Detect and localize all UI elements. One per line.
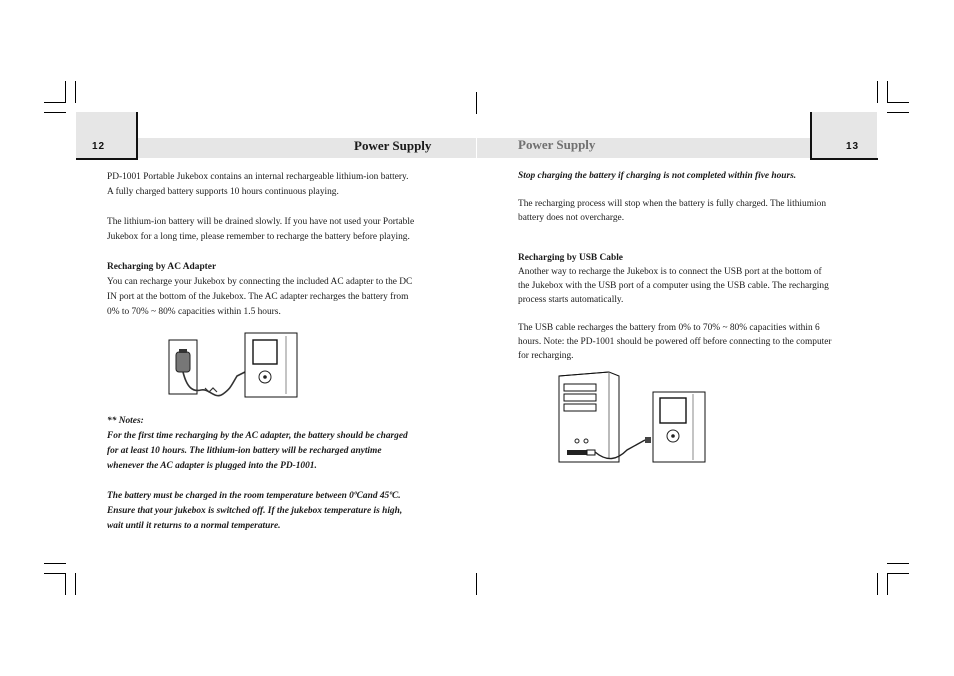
stop-charging-line: Stop charging the battery if charging is not completed within five hours. [518,171,797,181]
note2-line-3: wait until it returns to a normal temperature. [107,521,281,531]
ac-adapter-illustration [165,330,300,410]
page-number-left: 12 [92,141,106,152]
notes-heading: ** Notes: [107,416,144,426]
lithium-line-2: Jukebox for a long time, please remember to recharge the battery before playing. [107,232,410,242]
usb-heading: Recharging by USB Cable [518,253,623,263]
auto-stop-line-2: battery does not overcharge. [518,213,625,223]
left-header-title: Power Supply [354,138,432,153]
intro-line-2: A fully charged battery supports 10 hours continuous playing. [107,187,339,197]
left-column-top [107,170,452,320]
right-column [518,169,863,363]
note1-line-3: whenever the AC adapter is plugged into the PD-1001. [107,461,317,471]
right-header-title: Power Supply [518,137,596,152]
page-number-right: 13 [846,141,860,152]
note2-line-2: Ensure that your jukebox is switched off. If the jukebox temperature is high, [107,506,403,516]
usb-capacity-line-1: The USB cable recharges the battery from 0% to 70% ~ 80% capacities within 6 [518,323,820,333]
usb-capacity-line-3: for recharging. [518,351,574,361]
ac-heading: Recharging by AC Adapter [107,262,217,272]
intro-line-1: PD-1001 Portable Jukebox contains an internal rechargeable lithium-ion battery. [107,172,409,182]
note1-line-2: for at least 10 hours. The lithium-ion battery will be recharged anytime [107,446,382,456]
usb-line-3: process starts automatically. [518,295,624,305]
note1-line-1: For the first time recharging by the AC adapter, the battery should be charged [107,431,408,441]
left-notes [107,414,452,534]
lithium-line-1: The lithium-ion battery will be drained slowly. If you have not used your Portable [107,217,415,227]
ac-line-3: 0% to 70% ~ 80% capacities within 1.5 hours. [107,307,281,317]
usb-line-1: Another way to recharge the Jukebox is to connect the USB port at the bottom of [518,267,822,277]
note2-line-1: The battery must be charged in the room temperature between 0ºCand 45ºC. [107,491,401,501]
usb-capacity-line-2: hours. Note: the PD-1001 should be powered off before connecting to the computer [518,337,832,347]
usb-line-2: the Jukebox with the USB port of a computer using the USB cable. The recharging [518,281,829,291]
ac-line-2: IN port at the bottom of the Jukebox. The AC adapter recharges the battery from [107,292,409,302]
ac-line-1: You can recharge your Jukebox by connecting the included AC adapter to the DC [107,277,413,287]
usb-computer-illustration [555,370,715,465]
auto-stop-line-1: The recharging process will stop when the battery is fully charged. The lithiumion [518,199,827,209]
